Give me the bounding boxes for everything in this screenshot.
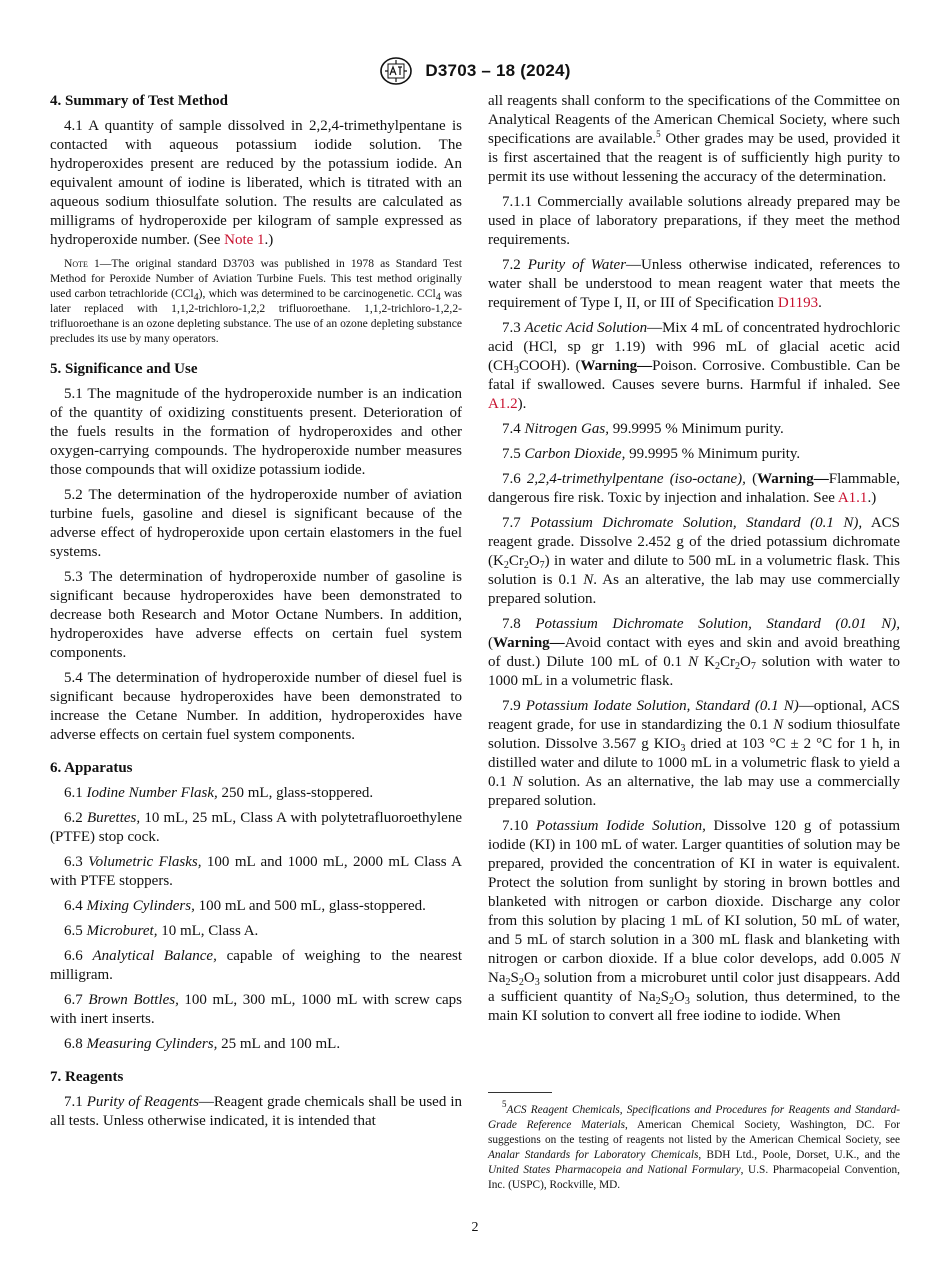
paragraph-7-10: 7.10 Potassium Iodide Solution, Dissolve 120 g of potassium iodide (KI) in 100 mL of water. Larger quantities of solution may be prepared, provided the concentration of KI in water is equivalent. Protect the solution from sunlight by storing in brown bottles and blanketed with nitrogen or carbon dioxide. Discharge any color from this solution by placing 1 mL of KI solution, 50 mL of water, and 5 mL of starch solution in a 300 mL flask and blanketing with nitrogen or carbon dioxide. If a blue color develops, add 0.005 N $Na_2S_2O_3$ solution from a microburet until color just disappears. Add a sufficient quantity of $Na_2S_2O_3$ solution, thus determined, to the main KI solution to convert all free iodine to iodide. When [488, 818, 901, 1024]
paragraph-7-1-1: 7.1.1 Commercially available solutions already prepared may be used in place of laboratory preparations, if they meet the method requirements. [488, 194, 900, 248]
paragraph-7-2: 7.2 Purity of Water—Unless otherwise indicated, references to water shall be understood to mean reagent water that meets the requirement of Type I, II, or III of Specification D1193. [488, 257, 900, 311]
apparatus-item: 6.3 Volumetric Flasks, 100 mL and 1000 mL, 2000 mL Class A with PTFE stoppers. [50, 854, 463, 889]
page-header [0, 56, 950, 86]
a1-2-link[interactable]: A1.2 [488, 396, 518, 412]
apparatus-item: 6.1 Iodine Number Flask, 250 mL, glass-stoppered. [64, 785, 374, 801]
section-significance [50, 360, 462, 745]
paragraph-7-4: 7.4 Nitrogen Gas, 99.9995 % Minimum purity. [502, 421, 784, 437]
apparatus-item: 6.2 Burettes, 10 mL, 25 mL, Class A with polytetrafluoroethylene (PTFE) stop cock. [50, 810, 462, 845]
paragraph-7-8: 7.8 Potassium Dichromate Solution, Standard (0.01 N), (Warning—Avoid contact with eyes and skin and avoid breathing of dust.) Dilute 100 mL of 0.1 N $K_2Cr_2O_7$ solution with water to 1000 mL in a volumetric flask. [488, 616, 901, 689]
paragraph-7-1-continued: all reagents shall conform to the specifications of the Committee on Analytical Reagents of the American Chemical Society, where such specifications are available.$^5$ Other grades may be used, provided it is first ascertained that the reagent is of sufficiently high purity to permit its use without lessening the accuracy of the determination. [488, 93, 900, 185]
d1193-link[interactable]: D1193 [777, 295, 819, 311]
paragraph-5-1: 5.1 The magnitude of the hydroperoxide number is an indication of the quantity of oxidizing constituents present. Deterioration of the fuels results in the formation of hydroperoxides and other oxygen-carrying compounds. The hydroperoxide number measures those compounds that will oxidize potassium iodide. [50, 386, 462, 478]
paragraph-7-7: 7.7 Potassium Dichromate Solution, Standard (0.1 N), ACS reagent grade. Dissolve 2.452 g of the dried potassium dichromate $(K_2Cr_2O_7)$ in water and dilute to 500 mL in a volumetric flask. This solution is 0.1 N. As an alterative, the lab may use commercially prepared solution. [488, 515, 901, 607]
footnote-5: $^5$ACS Reagent Chemicals, Specifications and Procedures for Reagents and Standard-Grade Reference Materials, American Chemical Society, Washington, DC. For suggestions on the testing of reagents not listed by the American Chemical Society, see Analar Standards for Laboratory Chemicals, BDH Ltd., Poole, Dorset, U.K., and the United States Pharmacopeia and National Formulary, U.S. Pharmacopeial Convention, Inc. (USPC), Rockville, MD. [488, 1099, 900, 1191]
paragraph-5-3: 5.3 The determination of hydroperoxide number of gasoline is significant because hydroperoxides have been demonstrated to decrease both Research and Motor Octane Numbers. In addition, hydroperoxides have adverse effects on certain fuel system components. [50, 569, 462, 661]
astm-logo [379, 56, 413, 86]
section-heading: 4. Summary of Test Method [50, 93, 228, 109]
paragraph-5-4: 5.4 The determination of hydroperoxide number of diesel fuel is significant because hydroperoxides have been demonstrated to increase the Cetane Number. In addition, hydroperoxides have adverse effects on certain fuel system components. [50, 670, 462, 743]
paragraph-7-1: 7.1 Purity of Reagents—Reagent grade chemicals shall be used in all tests. Unless otherwise indicated, it is intended that [50, 1094, 463, 1129]
footnote-ref: 5 [656, 129, 661, 139]
section-apparatus [50, 759, 462, 1054]
apparatus-item: 6.5 Microburet, 10 mL, Class A. [64, 923, 259, 939]
paragraph-7-5: 7.5 Carbon Dioxide, 99.9995 % Minimum purity. [502, 446, 801, 462]
section-heading: 7. Reagents [50, 1069, 124, 1085]
paragraph-5-2: 5.2 The determination of the hydroperoxide number of aviation turbine fuels, gasoline and diesel is significant because of the adverse effect of hydroperoxide upon certain elastomers in the fuel systems. [50, 487, 462, 560]
left-column [50, 92, 462, 1137]
right-column [488, 92, 900, 1032]
apparatus-item: 6.8 Measuring Cylinders, 25 mL and 100 mL. [64, 1036, 341, 1052]
section-summary [50, 92, 462, 346]
document-id: D3703 – 18 (2024) [425, 61, 571, 80]
apparatus-item: 6.6 Analytical Balance, capable of weighing to the nearest milligram. [50, 948, 462, 983]
section-reagents [50, 1068, 462, 1131]
footnote-divider [488, 1092, 552, 1093]
paragraph-7-9: 7.9 Potassium Iodate Solution, Standard (0.1 N)—optional, ACS reagent grade, for use in standardizing the 0.1 N sodium thiosulfate solution. Dissolve 3.567 g $KIO_3$ dried at 103 °C ± 2 °C for 1 h, in distilled water and dilute to 1000 mL in a volumetric flask to yield a 0.1 N solution. As an alternative, the lab may use a commercially prepared solution. [488, 698, 900, 809]
paragraph-4-1: 4.1 A quantity of sample dissolved in 2,2,4-trimethylpentane is contacted with aqueous potassium iodide solution. The hydroperoxides present are reduced by the potassium iodide. An equivalent amount of iodine is liberated, which is titrated with an aqueous sodium thiosulfate solution. The results are calculated as milligrams of hydroperoxide per kilogram of sample expressed as hydroperoxide number. (See Note 1.) [50, 118, 462, 248]
page-number: 2 [471, 1220, 479, 1235]
a1-1-link[interactable]: A1.1 [837, 490, 868, 506]
note-1: Note 1—The original standard D3703 was published in 1978 as Standard Test Method for Peroxide Number of Aviation Turbine Fuels. This test method originally used carbon tetrachloride (CCl$_4$), which was determined to be carcinogenetic. CCl$_4$ was later replaced with 1,1,2-trichloro-1,2,2 trifluoroethane. 1,1,2-trichloro-1,2,2-trifluoroethane is an ozone depleting substance. The use of an ozone depleting substance precludes its use by many operators. [50, 257, 462, 345]
section-heading: 6. Apparatus [50, 760, 133, 776]
paragraph-7-3: 7.3 Acetic Acid Solution—Mix 4 mL of concentrated hydrochloric acid (HCl, sp gr 1.19) with 996 mL of glacial acetic acid $(CH_3COOH)$. (Warning—Poison. Corrosive. Combustible. Can be fatal if swallowed. Causes severe burns. Harmful if inhaled. See A1.2). [488, 320, 900, 412]
paragraph-7-6: 7.6 2,2,4-trimethylpentane (iso-octane), (Warning—Flammable, dangerous fire risk. Toxic by injection and inhalation. See A1.1.) [488, 471, 901, 506]
note-1-link[interactable]: Note 1 [224, 232, 265, 248]
apparatus-item: 6.4 Mixing Cylinders, 100 mL and 500 mL, glass-stoppered. [64, 898, 426, 914]
section-heading: 5. Significance and Use [50, 361, 198, 377]
apparatus-item: 6.7 Brown Bottles, 100 mL, 300 mL, 1000 mL with screw caps with inert inserts. [50, 992, 463, 1027]
